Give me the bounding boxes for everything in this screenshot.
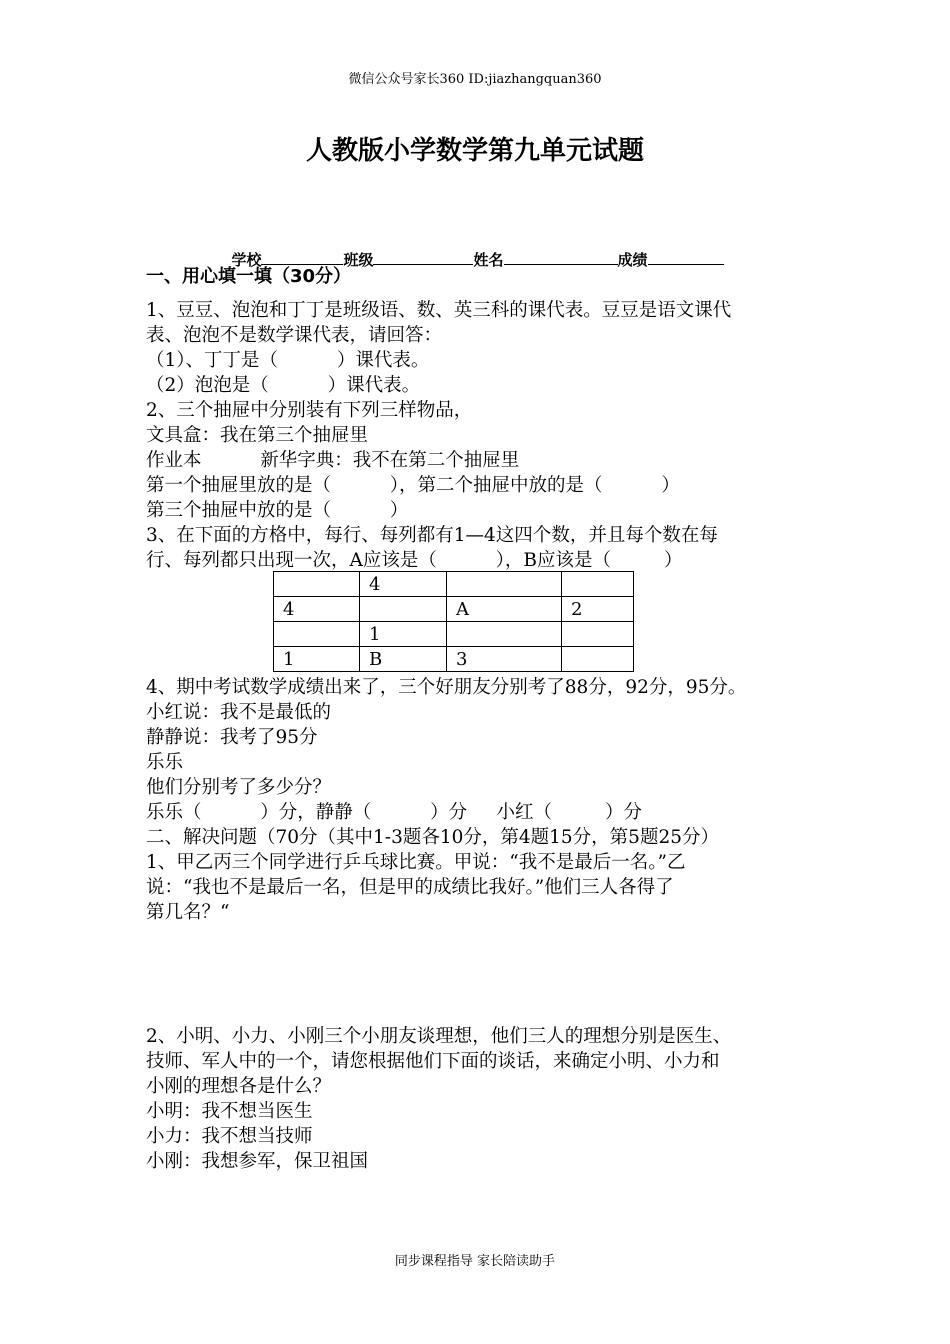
q3-line: 3、在下面的方格中，每行、每列都有1—4这四个数，并且每个数在每 [146,525,718,546]
grid-cell [274,572,360,597]
q1-line: 表、泡泡不是数学课代表，请回答： [146,325,443,346]
q1-line: （2）泡泡是（ ）课代表。 [146,375,421,396]
section2-heading: 二、解决问题（70分（其中1-3题各10分，第4题15分，第5题25分） [146,827,719,848]
grid-cell: 1 [274,647,360,672]
class-label: 班级 [343,251,374,269]
grid-row [274,597,634,622]
grid-row [274,572,634,597]
grid-cell: 3 [447,647,562,672]
q2-line: 文具盒：我在第三个抽屉里 [146,425,369,446]
s2q2-line: 小明：我不想当医生 [146,1101,313,1122]
school-label: 学校 [231,251,262,269]
grid-cell: B [360,647,447,672]
q4-line: 小红说：我不是最低的 [146,702,332,723]
grid-cell: A [447,597,562,622]
q3-line: 行、每列都只出现一次，A应该是（ ），B应该是（ ） [146,550,683,571]
q4-line: 静静说：我考了95分 [146,727,318,748]
q2-line: 2、三个抽屉中分别装有下列三样物品， [146,400,473,421]
q4-line: 4、期中考试数学成绩出来了，三个好朋友分别考了88分，92分，95分。 [146,677,747,698]
page-title: 人教版小学数学第九单元试题 [305,136,644,166]
class-blank[interactable] [373,249,473,265]
q4-line: 乐乐 [146,752,184,773]
grid-cell [562,572,634,597]
q1-line: （1）、丁丁是（ ）课代表。 [146,350,430,371]
grid-row [274,622,634,647]
number-grid [273,571,634,672]
grid-cell [274,622,360,647]
grid-cell [447,622,562,647]
q4-line: 他们分别考了多少分？ [146,777,332,798]
q2-line: 作业本 新华字典：我不在第二个抽屉里 [146,450,520,471]
name-label: 姓名 [473,251,504,269]
grid-cell: 2 [562,597,634,622]
score-blank[interactable] [648,249,724,265]
grid-cell: 4 [360,572,447,597]
grid-cell [447,572,562,597]
q2-line: 第三个抽屉中放的是（ ） [146,500,409,521]
s2q2-line: 2、小明、小力、小刚三个小朋友谈理想，他们三人的理想分别是医生、 [146,1026,732,1047]
grid-row [274,647,634,672]
s2q1-line: 说：“我也不是最后一名，但是甲的成绩比我好。”他们三人各得了 [146,877,674,898]
page-footer: 同步课程指导 家长陪读助手 [394,1254,556,1269]
s2q2-line: 小力：我不想当技师 [146,1126,313,1147]
q4-line: 乐乐（ ）分，静静（ ）分 小红（ ）分 [146,802,642,823]
grid-cell [562,647,634,672]
s2q2-line: 小刚的理想各是什么？ [146,1076,332,1097]
section1-heading: 一、用心填一填（30分） [146,266,352,287]
s2q1-line: 1、甲乙丙三个同学进行乒乓球比赛。甲说：“我不是最后一名。”乙 [146,852,686,873]
name-blank[interactable] [504,249,618,265]
grid-cell [360,597,447,622]
score-label: 成绩 [617,251,648,269]
grid-cell: 1 [360,622,447,647]
q2-line: 第一个抽屉里放的是（ ），第二个抽屉中放的是（ ） [146,475,680,496]
s2q2-line: 技师、军人中的一个，请您根据他们下面的谈话，来确定小明、小力和 [146,1051,720,1072]
s2q1-line: 第几名？“ [146,902,230,923]
s2q2-line: 小刚：我想参军，保卫祖国 [146,1151,369,1172]
grid-cell: 4 [274,597,360,622]
page-header: 微信公众号家长360 ID:jiazhangquan360 [348,72,602,87]
grid-cell [562,622,634,647]
q1-line: 1、豆豆、泡泡和丁丁是班级语、数、英三科的课代表。豆豆是语文课代 [146,300,732,321]
